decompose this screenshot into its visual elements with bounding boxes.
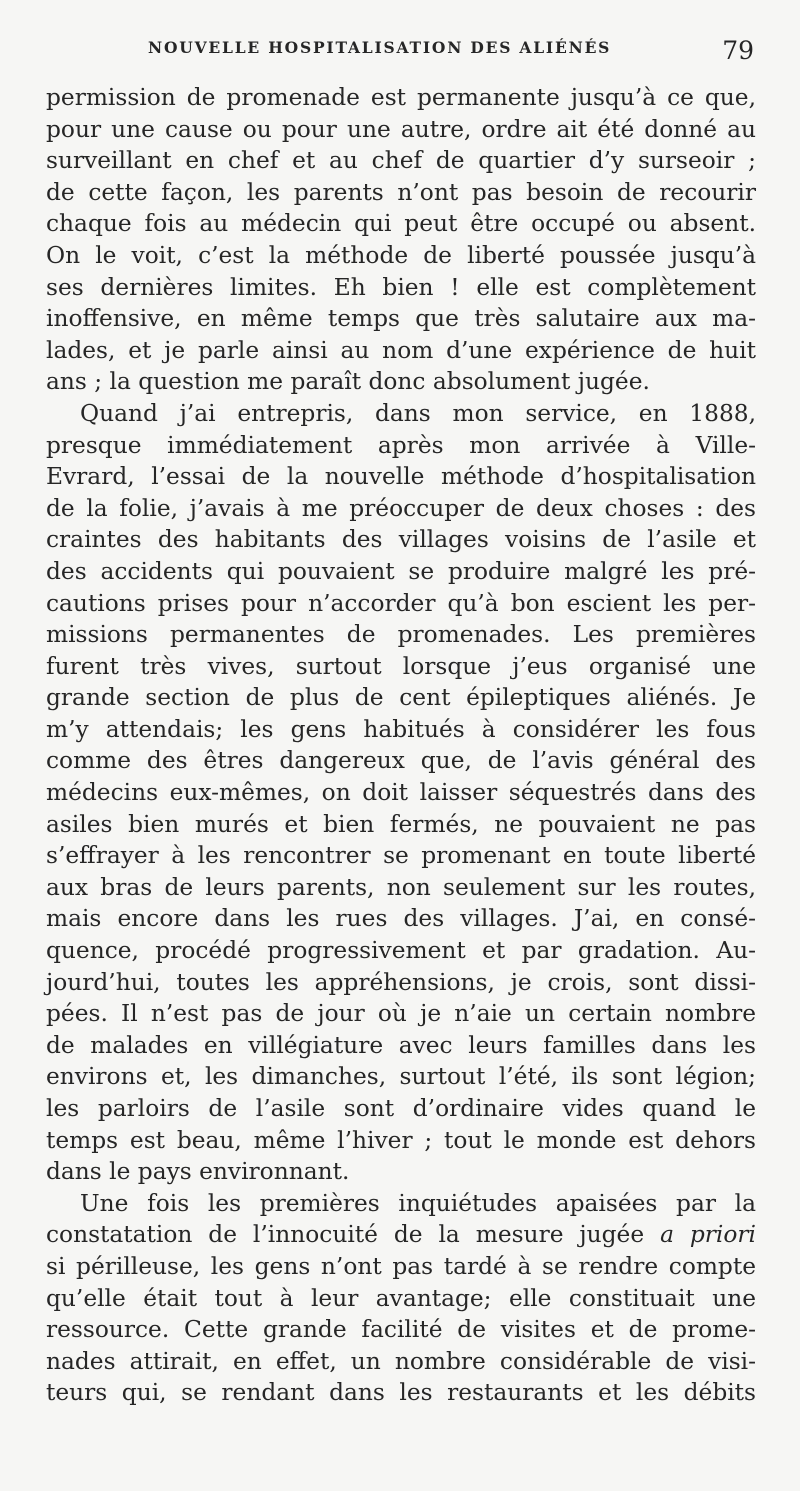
text-line-39: qu’elle était tout à leur avantage; elle constituait une	[46, 1284, 756, 1312]
text-line-40: ressource. Cette grande facilité de visites et de prome-	[46, 1316, 756, 1344]
text-line-15: craintes des habitants des villages voisins de l’asile et	[46, 526, 756, 554]
text-line-17: cautions prises pour n’accorder qu’à bon escient les per-	[46, 589, 756, 617]
body-text	[46, 82, 756, 1409]
text-line-11: Quand j’ai entrepris, dans mon service, en 1888,	[80, 399, 756, 427]
text-line-21: m’y attendais; les gens habitués à considérer les fous	[46, 715, 756, 743]
page-number: 79	[722, 36, 754, 65]
text-line-5: chaque fois au médecin qui peut être occupé ou absent.	[46, 210, 756, 238]
text-line-19: furent très vives, surtout lorsque j’eus organisé une	[46, 652, 756, 680]
text-line-28: quence, procédé progressivement et par gradation. Au-	[46, 937, 756, 965]
text-line-31: de malades en villégiature avec leurs familles dans les	[46, 1031, 756, 1059]
text-line-37	[46, 1219, 756, 1251]
text-line-9: lades, et je parle ainsi au nom d’une expérience de huit	[46, 336, 756, 364]
running-head	[46, 36, 758, 68]
text-line-1: permission de promenade est permanente jusqu’à ce que,	[46, 84, 756, 111]
text-line-36: Une fois les premières inquiétudes apaisées par la	[80, 1189, 756, 1217]
text-line-37-main: constatation de l’innocuité de la mesure jugée	[46, 1221, 661, 1249]
text-line-23: médecins eux-mêmes, on doit laisser séquestrés dans des	[46, 779, 756, 807]
text-line-2: pour une cause ou pour une autre, ordre ait été donné au	[46, 115, 756, 143]
text-line-7: ses dernières limites. Eh bien ! elle est complètement	[46, 273, 756, 301]
text-line-10: ans ; la question me paraît donc absolument jugée.	[46, 368, 650, 396]
running-title: NOUVELLE HOSPITALISATION DES ALIÉNÉS	[148, 38, 612, 57]
text-line-30: pées. Il n’est pas de jour où je n’aie un certain nombre	[46, 1000, 756, 1028]
text-line-24: asiles bien murés et bien fermés, ne pouvaient ne pas	[46, 810, 756, 838]
text-line-8: inoffensive, en même temps que très salutaire aux ma-	[46, 305, 756, 333]
text-line-38: si périlleuse, les gens n’ont pas tardé à se rendre compte	[46, 1252, 756, 1280]
text-line-13: Evrard, l’essai de la nouvelle méthode d’hospitalisation	[46, 463, 756, 491]
text-line-26: aux bras de leurs parents, non seulement sur les routes,	[46, 873, 756, 901]
text-line-42: teurs qui, se rendant dans les restaurants et les débits	[46, 1379, 756, 1407]
text-line-20: grande section de plus de cent épileptiques aliénés. Je	[46, 684, 756, 712]
text-line-27: mais encore dans les rues des villages. J’ai, en consé-	[46, 905, 756, 933]
text-line-4: de cette façon, les parents n’ont pas besoin de recourir	[46, 178, 756, 206]
text-line-35: dans le pays environnant.	[46, 1158, 350, 1186]
text-line-3: surveillant en chef et au chef de quartier d’y surseoir ;	[46, 147, 756, 175]
text-line-34: temps est beau, même l’hiver ; tout le monde est dehors	[46, 1126, 756, 1154]
text-line-37-italic: a priori	[660, 1221, 756, 1249]
text-line-12: presque immédiatement après mon arrivée à Ville-	[46, 431, 756, 459]
text-line-41: nades attirait, en effet, un nombre considérable de visi-	[46, 1347, 756, 1375]
text-line-32: environs et, les dimanches, surtout l’été, ils sont légion;	[46, 1063, 756, 1091]
text-line-16: des accidents qui pouvaient se produire malgré les pré-	[46, 557, 756, 585]
text-line-29: jourd’hui, toutes les appréhensions, je crois, sont dissi-	[46, 968, 756, 996]
text-line-18: missions permanentes de promenades. Les premières	[46, 621, 756, 649]
text-line-33: les parloirs de l’asile sont d’ordinaire vides quand le	[46, 1095, 756, 1122]
text-line-22: comme des êtres dangereux que, de l’avis général des	[46, 747, 756, 775]
text-line-6: On le voit, c’est la méthode de liberté poussée jusqu’à	[46, 241, 756, 269]
text-line-14: de la folie, j’avais à me préoccuper de deux choses : des	[46, 494, 756, 522]
text-line-25: s’effrayer à les rencontrer se promenant en toute liberté	[46, 842, 756, 870]
